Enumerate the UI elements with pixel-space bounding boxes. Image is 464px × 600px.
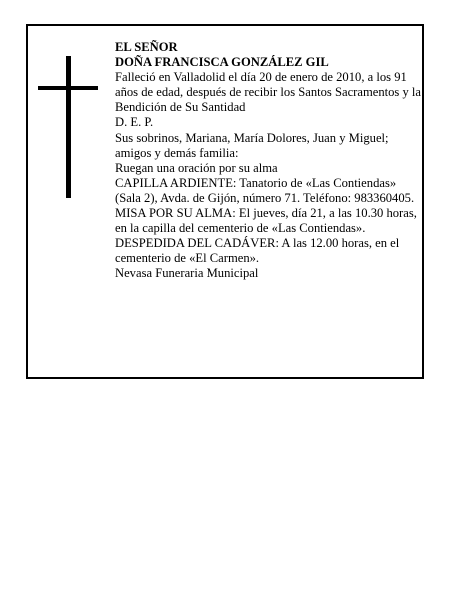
funeral-home: Nevasa Funeraria Municipal — [115, 266, 259, 281]
cross-horizontal-bar — [38, 86, 98, 90]
cross-vertical-bar — [66, 56, 71, 198]
obituary-text — [115, 40, 423, 282]
prayer-text: Ruegan una oración por su alma — [115, 160, 278, 175]
chapel-info: CAPILLA ARDIENTE: Tanatorio de «Las Contiendas» (Sala 2), Avda. de Gijón, número 71. Teléfono: 983360405. — [115, 175, 415, 205]
death-announcement: Falleció en Valladolid el día 20 de enero de 2010, a los 91 años de edad, después de recibir los Santos Sacramentos y la Bendición de Su Santidad — [115, 70, 422, 115]
family-text: Sus sobrinos, Mariana, María Dolores, Juan y Miguel; amigos y demás familia: — [115, 130, 389, 160]
notice-heading-1: EL SEÑOR — [115, 40, 178, 54]
mass-info: MISA POR SU ALMA: El jueves, día 21, a las 10.30 horas, en la capilla del cementerio de «Las Contiendas». — [115, 206, 417, 236]
cross-icon — [38, 56, 98, 198]
farewell-info: DESPEDIDA DEL CADÁVER: A las 12.00 horas, en el cementerio de «El Carmen». — [115, 236, 400, 266]
dep-text: D. E. P. — [115, 115, 154, 130]
obituary-notice — [26, 24, 424, 379]
deceased-name: DOÑA FRANCISCA GONZÁLEZ GIL — [115, 55, 329, 70]
